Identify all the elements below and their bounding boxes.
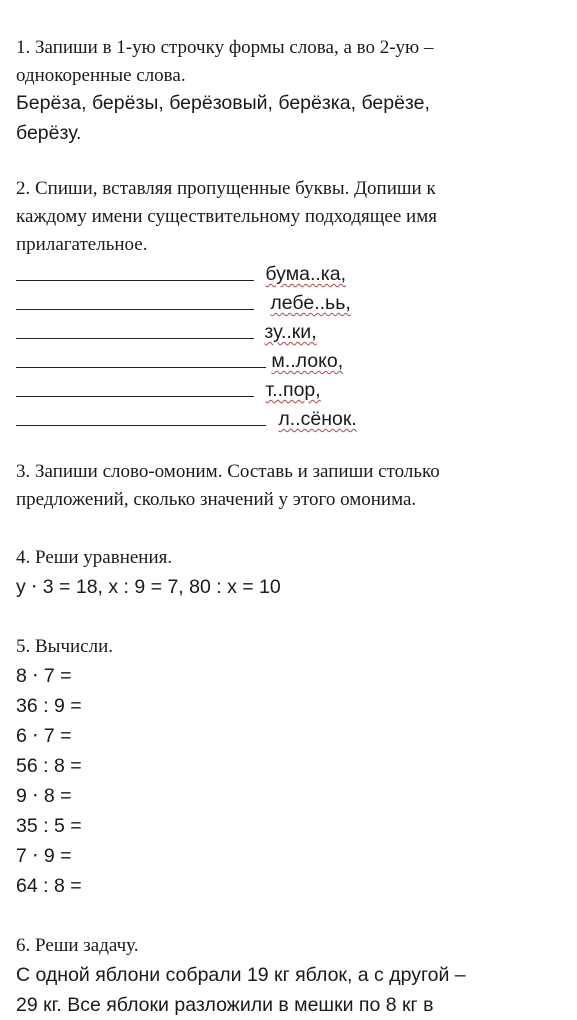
fill-in-row <box>16 376 566 405</box>
calc-item: 56 : 8 = <box>16 755 82 777</box>
fill-in-word: т..пор, <box>265 379 321 401</box>
task-1-answer <box>16 88 566 148</box>
fill-in-row <box>16 318 566 347</box>
task-2-heading-line: прилагательное. <box>16 234 148 255</box>
task-2-heading-line: каждому имени существительному подходящее имя <box>16 206 437 227</box>
calc-item: 64 : 8 = <box>16 875 82 897</box>
task-1-answer-line: берёзу. <box>16 122 82 144</box>
fill-in-row <box>16 289 566 318</box>
task-3-heading-line: 3. Запиши слово-омоним. Составь и запиши столько <box>16 461 440 482</box>
task-4 <box>16 544 566 602</box>
calc-item: 35 : 5 = <box>16 815 82 837</box>
task-6-text <box>16 960 566 1020</box>
task-1-heading-line: 1. Запиши в 1-ую строчку формы слова, а во 2-ую – <box>16 37 434 58</box>
fill-in-row <box>16 347 566 376</box>
calc-item: 36 : 9 = <box>16 695 82 717</box>
equations-line: у ⋅ 3 = 18, х : 9 = 7, 80 : х = 10 <box>16 576 281 598</box>
blank-line[interactable] <box>16 318 254 339</box>
fill-in-row <box>16 260 566 289</box>
task-1 <box>16 34 566 148</box>
blank-line[interactable] <box>16 405 266 426</box>
task-1-heading-line: однокоренные слова. <box>16 65 186 86</box>
task-5 <box>16 633 566 901</box>
task-6 <box>16 932 566 1020</box>
fill-in-word: зу..ки, <box>264 321 317 343</box>
task-2-heading <box>16 175 566 259</box>
calc-item: 8 ⋅ 7 = <box>16 665 72 687</box>
calc-item: 6 ⋅ 7 = <box>16 725 72 747</box>
blank-line[interactable] <box>16 260 254 281</box>
fill-in-word: м..локо, <box>271 350 344 372</box>
calc-list <box>16 661 566 901</box>
fill-in-word: лебе..ьь, <box>270 292 351 314</box>
fill-in-word: бума..ка, <box>265 263 347 285</box>
task-2-heading-line: 2. Спиши, вставляя пропущенные буквы. Допиши к <box>16 178 436 199</box>
task-1-heading <box>16 34 566 90</box>
calc-item: 7 ⋅ 9 = <box>16 845 72 867</box>
task-6-text-line: С одной яблони собрали 19 кг яблок, а с другой – <box>16 964 466 986</box>
task-4-heading: 4. Реши уравнения. <box>16 547 173 568</box>
task-2 <box>16 175 566 434</box>
blank-line[interactable] <box>16 376 254 397</box>
calc-item: 9 ⋅ 8 = <box>16 785 72 807</box>
task-1-answer-line: Берёза, берёзы, берёзовый, берёзка, берёзе, <box>16 92 430 114</box>
task-6-heading: 6. Реши задачу. <box>16 935 139 956</box>
fill-in-row <box>16 405 566 434</box>
task-3-heading-line: предложений, сколько значений у этого омонима. <box>16 489 417 510</box>
fill-in-word: л..сёнок. <box>278 408 357 430</box>
blank-line[interactable] <box>16 289 254 310</box>
task-6-text-line: 29 кг. Все яблоки разложили в мешки по 8 кг в <box>16 994 434 1016</box>
task-5-heading: 5. Вычисли. <box>16 636 113 657</box>
blank-line[interactable] <box>16 347 266 368</box>
fill-in-list <box>16 260 566 434</box>
task-3 <box>16 458 566 514</box>
